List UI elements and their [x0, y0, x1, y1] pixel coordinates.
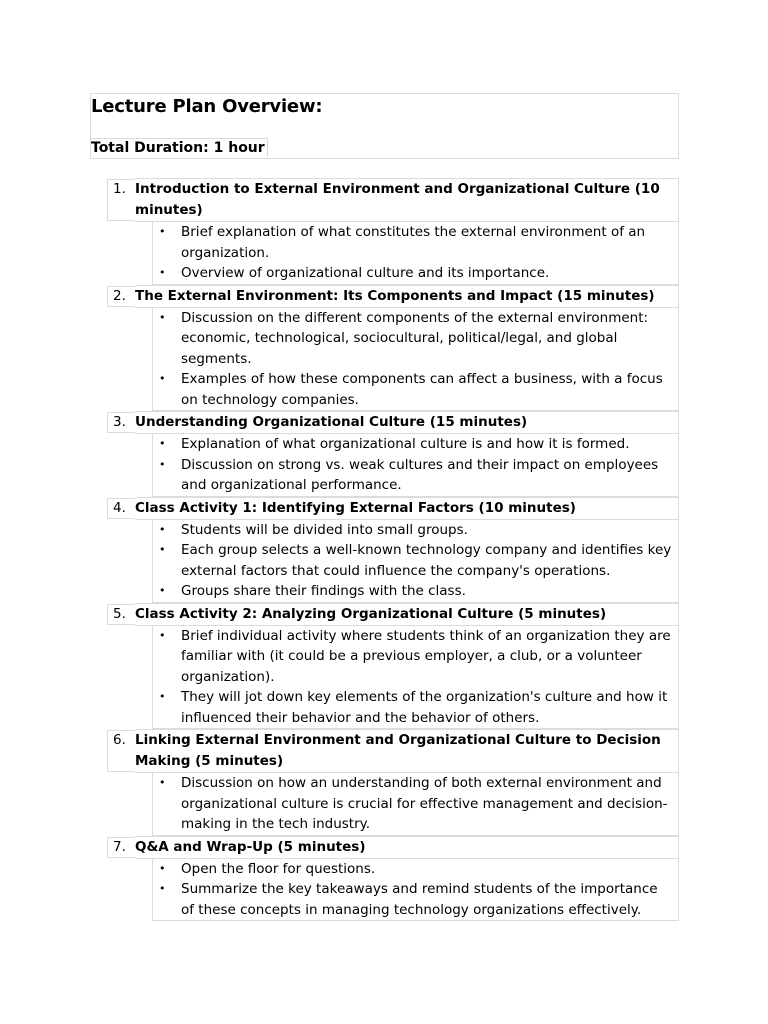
- bullet-icon: •: [159, 522, 166, 536]
- bullet-icon: •: [159, 457, 166, 471]
- section-bullets-frame: [152, 222, 679, 285]
- bullet-text: Each group selects a well-known technology company and identifies key external factors that could influence the company's operations.: [181, 542, 672, 579]
- section-bullets-frame: [152, 773, 679, 836]
- section-title: Linking External Environment and Organizational Culture to Decision Making (5 minutes): [135, 732, 661, 769]
- section-heading: [113, 497, 679, 520]
- section-number: 4.: [113, 499, 126, 516]
- bullet-item: [159, 263, 678, 284]
- bullet-item: [159, 434, 678, 455]
- section-title: Class Activity 2: Analyzing Organizational Culture (5 minutes): [135, 605, 607, 622]
- section-bullets: [152, 308, 679, 411]
- bullet-item: [159, 581, 678, 602]
- lecture-section: [107, 497, 679, 603]
- lecture-section: [107, 411, 679, 497]
- bullet-item: [159, 687, 678, 728]
- section-title: Class Activity 1: Identifying External Factors (10 minutes): [135, 499, 576, 516]
- section-bullets: [152, 859, 679, 921]
- section-bullets: [152, 222, 679, 284]
- section-heading: [113, 411, 679, 434]
- section-heading: [113, 178, 679, 222]
- bullet-icon: •: [159, 310, 166, 324]
- bullet-item: [159, 626, 678, 688]
- bullet-icon: •: [159, 584, 166, 597]
- section-bullets-frame: [152, 626, 679, 730]
- section-heading: [113, 729, 679, 773]
- lecture-section: [107, 285, 679, 412]
- section-number: 6.: [113, 732, 126, 748]
- section-bullets-frame: [152, 434, 679, 497]
- bullet-text: Brief individual activity where students think of an organization they are familiar with (it could be a previous employer, a club, or a volunteer organization).: [181, 627, 671, 685]
- lecture-section: [107, 603, 679, 730]
- section-bullets-frame: [152, 520, 679, 603]
- bullet-item: [159, 879, 678, 920]
- bullet-text: Overview of organizational culture and its importance.: [181, 265, 550, 281]
- bullet-text: Examples of how these components can affect a business, with a focus on technology companies.: [181, 371, 663, 408]
- bullet-text: Discussion on strong vs. weak cultures and their impact on employees and organizational performance.: [181, 456, 659, 493]
- bullet-item: [159, 520, 678, 541]
- bullet-item: [159, 773, 678, 835]
- section-number: 2.: [113, 287, 126, 304]
- section-bullets: [152, 773, 679, 835]
- bullet-item: [159, 308, 678, 370]
- section-title: Q&A and Wrap-Up (5 minutes): [135, 838, 366, 855]
- bullet-text: Groups share their findings with the class.: [181, 583, 466, 599]
- bullet-icon: •: [159, 690, 166, 703]
- bullet-item: [159, 369, 678, 410]
- section-number: 5.: [113, 605, 126, 622]
- bullet-item: [159, 455, 678, 496]
- bullet-icon: •: [159, 882, 166, 895]
- section-heading: [113, 603, 679, 626]
- bullet-icon: •: [159, 543, 166, 556]
- section-bullets-frame: [152, 859, 679, 922]
- bullet-text: Summarize the key takeaways and remind students of the importance of these concepts in managing technology organizations effectively.: [181, 881, 658, 918]
- bullet-item: [159, 859, 678, 880]
- bullet-icon: •: [159, 266, 166, 279]
- bullet-icon: •: [159, 372, 166, 385]
- section-heading: [113, 285, 679, 308]
- bullet-text: Students will be divided into small groups.: [181, 521, 468, 538]
- bullet-icon: •: [159, 437, 166, 450]
- section-title: Understanding Organizational Culture (15 minutes): [135, 414, 528, 430]
- bullet-icon: •: [159, 628, 166, 642]
- bullet-text: They will jot down key elements of the organization's culture and how it influenced their behavior and the behavior of others.: [181, 689, 668, 726]
- document-title: Lecture Plan Overview:: [91, 96, 323, 117]
- bullet-icon: •: [159, 776, 166, 789]
- section-bullets: [152, 434, 679, 496]
- bullet-item: [159, 540, 678, 581]
- bullet-icon: •: [159, 861, 166, 875]
- section-heading: [113, 836, 679, 859]
- lecture-section: [107, 178, 679, 285]
- bullet-icon: •: [159, 225, 166, 238]
- bullet-text: Discussion on how an understanding of both external environment and organizational culture is crucial for effective management and decision-making in the tech industry.: [181, 775, 668, 832]
- section-number: 7.: [113, 838, 126, 855]
- lecture-plan-list: [107, 178, 679, 921]
- bullet-item: [159, 222, 678, 263]
- total-duration: Total Duration: 1 hour: [91, 138, 268, 157]
- bullet-text: Discussion on the different components of the external environment: economic, technological, sociocultural, political/legal, and global segments.: [181, 309, 649, 367]
- bullet-text: Brief explanation of what constitutes the external environment of an organization.: [181, 224, 646, 261]
- section-number: 1.: [113, 181, 126, 197]
- section-bullets: [152, 626, 679, 729]
- section-title: Introduction to External Environment and Organizational Culture (10 minutes): [135, 181, 660, 218]
- section-bullets: [152, 520, 679, 602]
- lecture-section: [107, 729, 679, 836]
- section-number: 3.: [113, 414, 126, 430]
- bullet-text: Open the floor for questions.: [181, 860, 376, 877]
- section-bullets-frame: [152, 308, 679, 412]
- section-title: The External Environment: Its Components and Impact (15 minutes): [135, 287, 655, 304]
- lecture-section: [107, 836, 679, 922]
- bullet-text: Explanation of what organizational culture is and how it is formed.: [181, 436, 630, 452]
